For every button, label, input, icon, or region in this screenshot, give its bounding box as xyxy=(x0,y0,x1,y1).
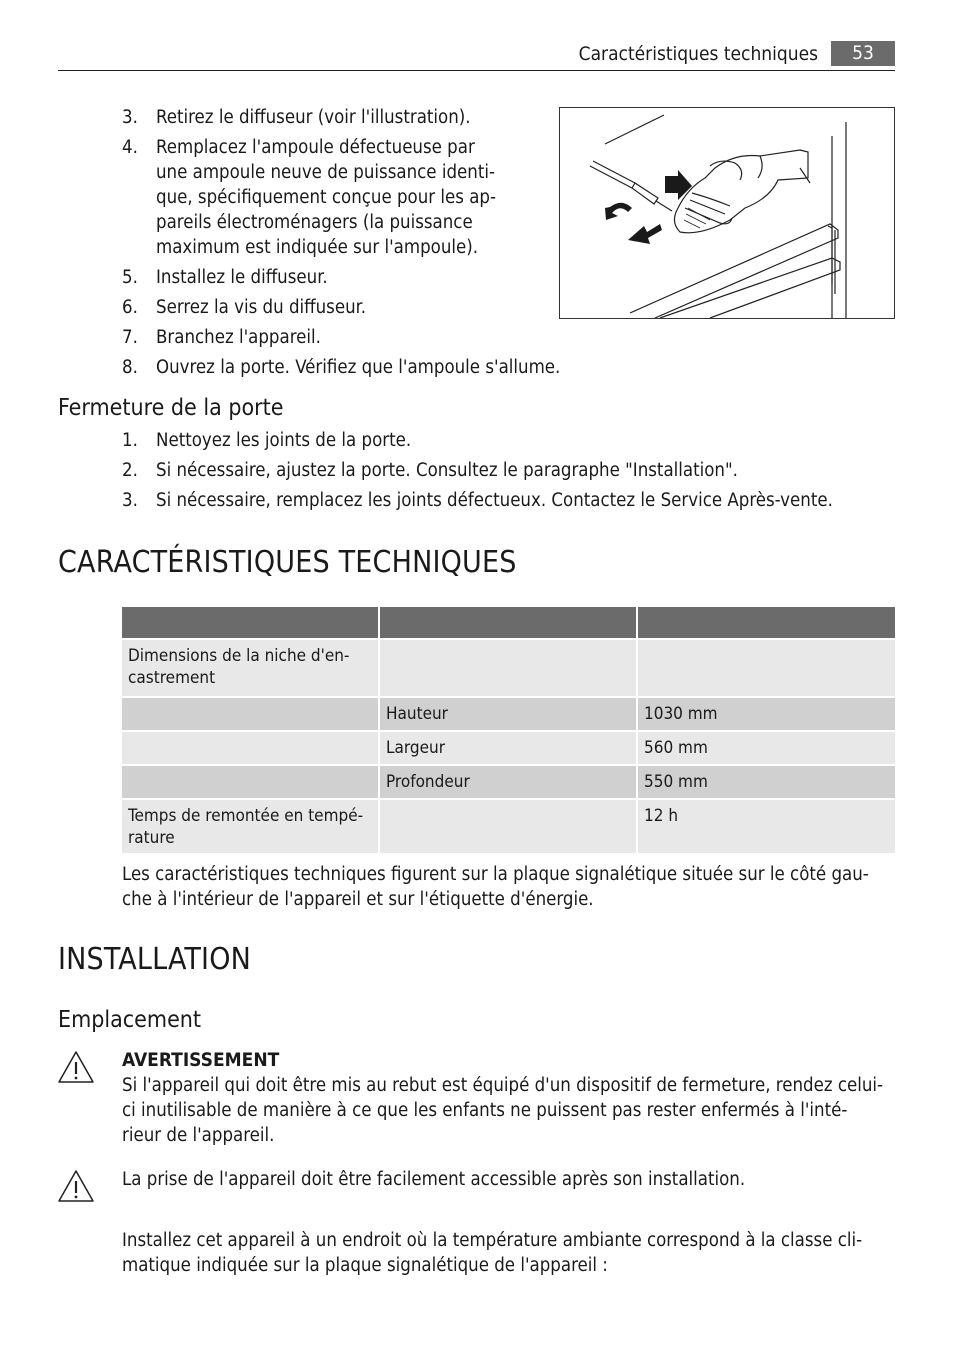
step-text: Si nécessaire, remplacez les joints défectueux. Contactez le Service Après-vente. xyxy=(156,490,833,511)
step-text: pareils électroménagers (la puissance xyxy=(156,212,473,233)
step-number: 6. xyxy=(122,297,138,318)
page-number: 53 xyxy=(831,41,895,66)
step-text: Nettoyez les joints de la porte. xyxy=(156,430,412,451)
step-number: 2. xyxy=(122,460,138,481)
table-cell: 12 h xyxy=(638,800,895,853)
table-cell xyxy=(638,640,895,696)
table-cell: Hauteur xyxy=(380,698,636,730)
warning-text: Si l'appareil qui doit être mis au rebut est équipé d'un dispositif de fermeture, rendez celui- ci inutilisable de manière à ce que les enfants ne puissent pas rester enfermés à l'inté- rieur de l'appareil. xyxy=(122,1075,884,1146)
table-row xyxy=(122,698,895,730)
table-cell: Temps de remontée en tempé- rature xyxy=(122,800,378,853)
step-number: 7. xyxy=(122,327,138,348)
table-header-cell xyxy=(380,607,636,638)
table-header-row xyxy=(122,607,895,638)
warning-title: AVERTISSEMENT xyxy=(122,1049,280,1071)
header-rule xyxy=(58,70,895,71)
table-row xyxy=(122,732,895,764)
table-row xyxy=(122,640,895,696)
step-text: que, spécifiquement conçue pour les ap- xyxy=(156,187,496,208)
step-number: 5. xyxy=(122,267,138,288)
step-text: Branchez l'appareil. xyxy=(156,327,321,348)
installation-heading: INSTALLATION xyxy=(58,942,252,977)
caution-text: La prise de l'appareil doit être facilement accessible après son installation. xyxy=(122,1169,746,1190)
table-cell: 560 mm xyxy=(638,732,895,764)
diffuser-removal-illustration xyxy=(559,107,895,319)
step-text: Remplacez l'ampoule défectueuse par xyxy=(156,137,475,158)
table-header-cell xyxy=(122,607,378,638)
step-text: Si nécessaire, ajustez la porte. Consultez le paragraphe "Installation". xyxy=(156,460,738,481)
step-text: maximum est indiquée sur l'ampoule). xyxy=(156,237,479,258)
running-header-title: Caractéristiques techniques xyxy=(578,43,818,65)
table-cell xyxy=(122,732,378,764)
table-cell: 550 mm xyxy=(638,766,895,798)
warning-triangle-icon xyxy=(57,1050,95,1084)
table-row xyxy=(122,766,895,798)
step-text: une ampoule neuve de puissance identi- xyxy=(156,162,495,183)
tech-specs-note: Les caractéristiques techniques figurent sur la plaque signalétique située sur le côté gau- che à l'intérieur de l'appareil et sur l'étiquette d'énergie. xyxy=(122,864,869,910)
location-subheading: Emplacement xyxy=(58,1007,202,1033)
table-cell: Profondeur xyxy=(380,766,636,798)
table-cell xyxy=(122,698,378,730)
table-cell: Dimensions de la niche d'en- castrement xyxy=(122,640,378,696)
table-cell: 1030 mm xyxy=(638,698,895,730)
hand-screwdriver-lamp-drawing xyxy=(560,108,894,318)
step-number: 1. xyxy=(122,430,138,451)
step-number: 8. xyxy=(122,357,138,378)
step-text: Serrez la vis du diffuseur. xyxy=(156,297,367,318)
step-number: 3. xyxy=(122,107,138,128)
step-text: Ouvrez la porte. Vérifiez que l'ampoule s'allume. xyxy=(156,357,561,378)
table-cell xyxy=(122,766,378,798)
table-row xyxy=(122,800,895,853)
climate-class-text: Installez cet appareil à un endroit où la température ambiante correspond à la classe cli- matique indiquée sur la plaque signalétique de l'appareil : xyxy=(122,1230,863,1276)
step-number: 3. xyxy=(122,490,138,511)
table-cell: Largeur xyxy=(380,732,636,764)
step-text: Installez le diffuseur. xyxy=(156,267,328,288)
step-text: Retirez le diffuseur (voir l'illustration). xyxy=(156,107,471,128)
step-number: 4. xyxy=(122,137,138,158)
table-cell xyxy=(380,640,636,696)
table-header-cell xyxy=(638,607,895,638)
door-closing-heading: Fermeture de la porte xyxy=(58,395,284,421)
table-cell xyxy=(380,800,636,853)
warning-triangle-icon xyxy=(57,1169,95,1203)
tech-specs-heading: CARACTÉRISTIQUES TECHNIQUES xyxy=(58,545,517,580)
